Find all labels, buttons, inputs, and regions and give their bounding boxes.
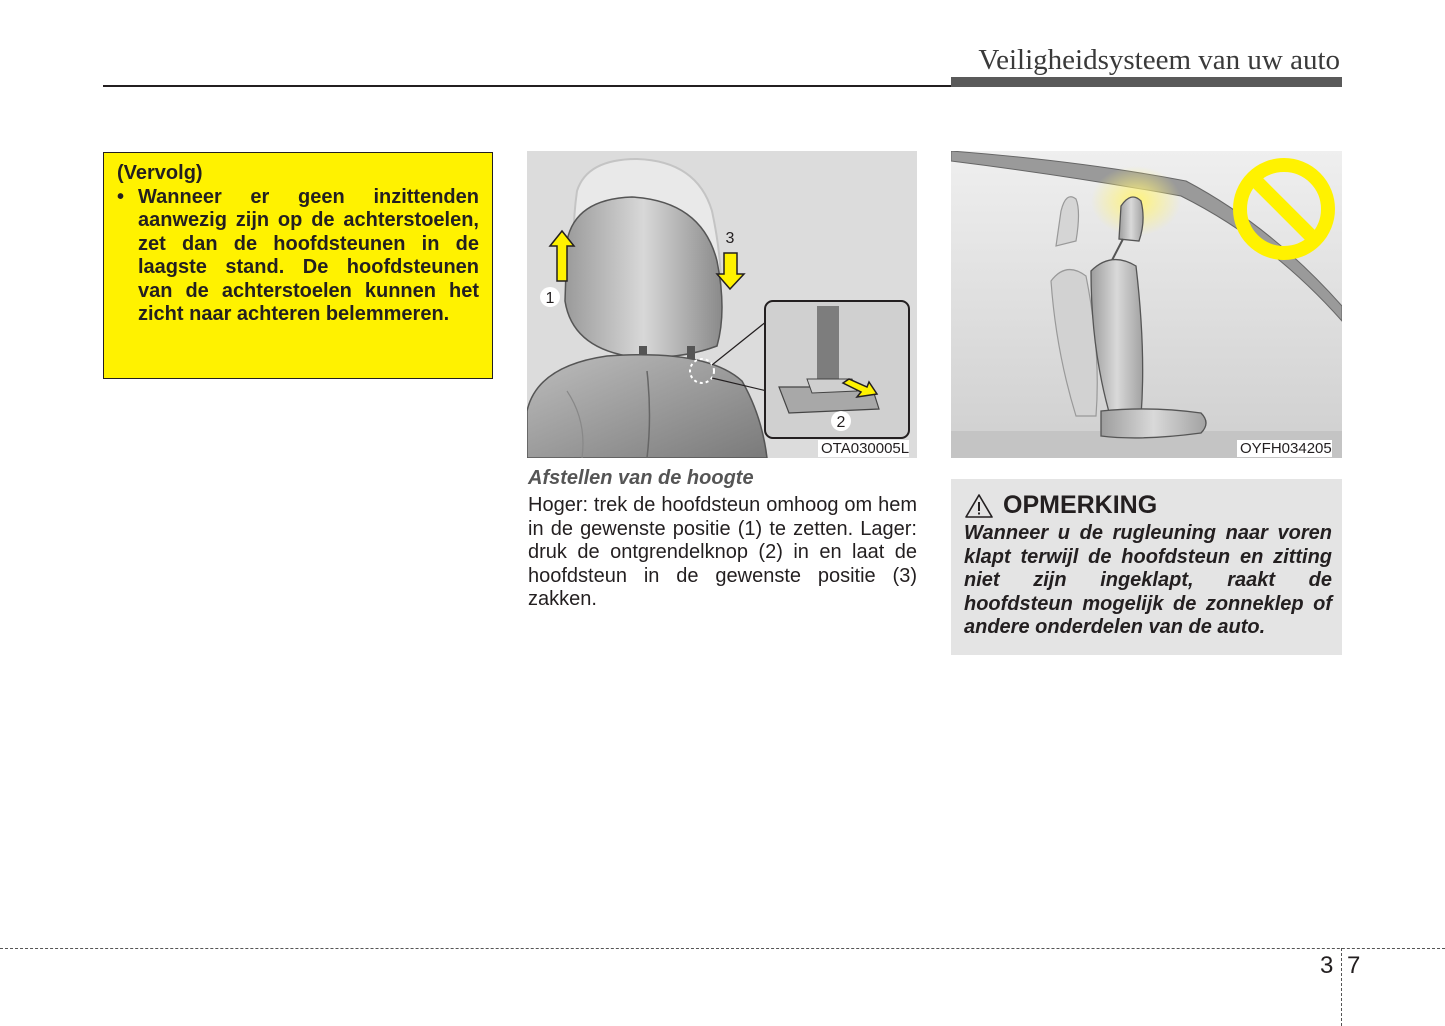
section-body: Hoger: trek de hoofdsteun omhoog om hem in de gewenste positie (1) te zetten. Lager: druk de ontgrendelknop (2) in en laat de hoofdsteun in de gewenste positie (3) zakken. bbox=[528, 494, 917, 611]
label-2: 2 bbox=[836, 414, 846, 431]
figure-code: OYFH034205 bbox=[1237, 440, 1332, 457]
bullet-text: Wanneer er geen inzittenden aanwezig zijn op de achterstoelen, zet dan de hoofdsteunen in de laagste stand. De hoofdsteunen van de achterstoelen kunnen het zicht naar achteren belemmeren. bbox=[138, 185, 479, 325]
label-1: 1 bbox=[545, 290, 555, 307]
headrest-warning-figure bbox=[951, 151, 1342, 458]
header-rule bbox=[103, 85, 953, 87]
headrest-height-illustration bbox=[527, 151, 917, 458]
warning-triangle-icon bbox=[964, 493, 994, 519]
bullet-marker: • bbox=[117, 185, 125, 208]
continued-heading: (Vervolg) bbox=[117, 162, 203, 184]
section-number: 3 bbox=[1320, 952, 1334, 979]
figure-code: OTA030005L bbox=[818, 440, 909, 457]
header-bar bbox=[951, 77, 1342, 87]
notice-box bbox=[951, 479, 1342, 655]
bullet-item bbox=[117, 186, 479, 327]
footer-divider bbox=[1341, 948, 1342, 1026]
notice-header bbox=[964, 491, 1332, 520]
continued-warning-box bbox=[103, 152, 493, 379]
section-heading: Afstellen van de hoogte bbox=[528, 467, 754, 489]
headrest-height-figure bbox=[527, 151, 917, 458]
running-header: Veiligheidsysteem van uw auto bbox=[978, 44, 1340, 76]
notice-text: Wanneer u de rugleuning naar voren klapt terwijl de hoofdsteun en zitting niet zijn ingeklapt, raakt de hoofdsteun mogelijk de zonneklep of andere onderdelen van de auto. bbox=[964, 522, 1332, 639]
footer-rule bbox=[0, 948, 1445, 949]
page-number: 7 bbox=[1347, 952, 1361, 979]
headrest-warning-illustration bbox=[951, 151, 1342, 458]
notice-title: OPMERKING bbox=[1003, 491, 1158, 519]
label-3: 3 bbox=[725, 230, 735, 247]
